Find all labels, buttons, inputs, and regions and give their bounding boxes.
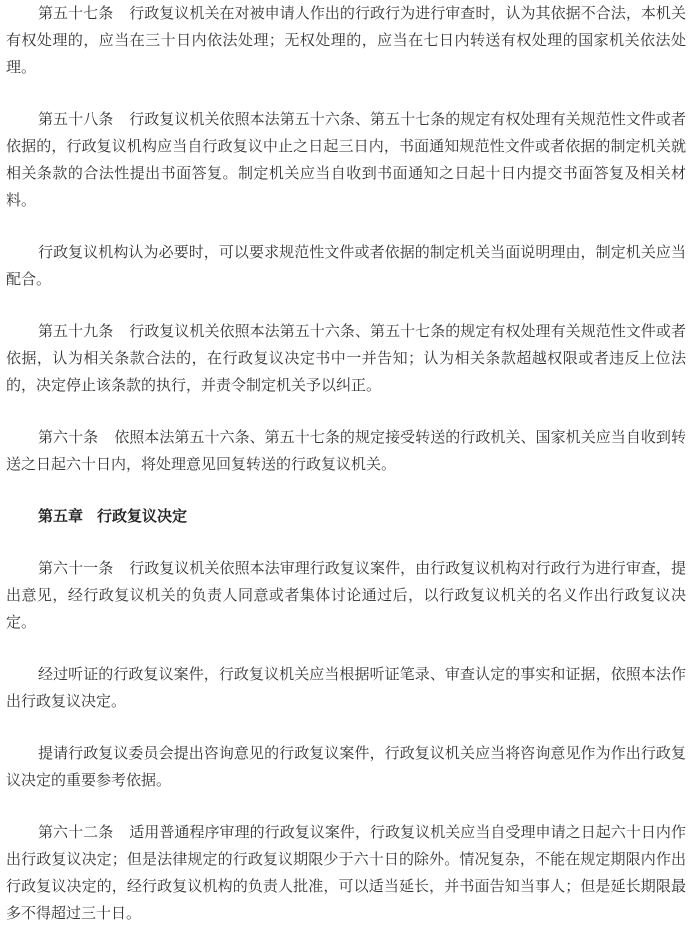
article-62 [6, 819, 686, 927]
article-text: 行政复议机关依照本法第五十六条、第五十七条的规定有权处理有关规范性文件或者依据的，行政复议机构应当自行政复议中止之日起三日内，书面通知规范性文件或者依据的制定机关就相关条款的合法性提出书面答复。制定机关应当自收到书面通知之日起十日内提交书面答复及相关材料。 [6, 110, 686, 209]
article-text: 行政复议机关在对被申请人作出的行政行为进行审查时，认为其依据不合法，本机关有权处理的，应当在三十日内依法处理；无权处理的，应当在七日内转送有权处理的国家机关依法处理。 [6, 4, 686, 76]
article-text: 行政复议机构认为必要时，可以要求规范性文件或者依据的制定机关当面说明理由，制定机关应当配合。 [6, 243, 686, 288]
article-number: 第六十条 [38, 428, 99, 446]
document-body [6, 0, 686, 927]
article-number: 第六十二条 [38, 823, 114, 841]
article-60 [6, 424, 686, 478]
article-61-paragraph-2 [6, 661, 686, 715]
article-number: 第五十九条 [38, 322, 114, 340]
chapter-title: 行政复议决定 [97, 507, 188, 525]
article-58 [6, 106, 686, 214]
article-57 [6, 0, 686, 81]
chapter-heading [6, 503, 686, 530]
article-text: 行政复议机关依照本法审理行政复议案件，由行政复议机构对行政行为进行审查，提出意见，经行政复议机关的负责人同意或者集体讨论通过后，以行政复议机关的名义作出行政复议决定。 [6, 559, 686, 631]
article-text: 提请行政复议委员会提出咨询意见的行政复议案件，行政复议机关应当将咨询意见作为作出行政复议决定的重要参考依据。 [6, 744, 686, 789]
article-number: 第五十八条 [38, 110, 114, 128]
article-61-paragraph-3 [6, 740, 686, 794]
article-58-paragraph-2 [6, 239, 686, 293]
chapter-number: 第五章 [38, 507, 84, 525]
article-text: 依照本法第五十六条、第五十七条的规定接受转送的行政机关、国家机关应当自收到转送之日起六十日内，将处理意见回复转送的行政复议机关。 [6, 428, 686, 473]
article-61 [6, 555, 686, 636]
article-text: 行政复议机关依照本法第五十六条、第五十七条的规定有权处理有关规范性文件或者依据，认为相关条款合法的，在行政复议决定书中一并告知；认为相关条款超越权限或者违反上位法的，决定停止该条款的执行，并责令制定机关予以纠正。 [6, 322, 686, 394]
article-number: 第五十七条 [38, 4, 114, 22]
article-text: 适用普通程序审理的行政复议案件，行政复议机关应当自受理申请之日起六十日内作出行政复议决定；但是法律规定的行政复议期限少于六十日的除外。情况复杂，不能在规定期限内作出行政复议决定的，经行政复议机构的负责人批准，可以适当延长，并书面告知当事人；但是延长期限最多不得超过三十日。 [6, 823, 686, 922]
article-text: 经过听证的行政复议案件，行政复议机关应当根据听证笔录、审查认定的事实和证据，依照本法作出行政复议决定。 [6, 665, 686, 710]
article-59 [6, 318, 686, 399]
article-number: 第六十一条 [38, 559, 114, 577]
